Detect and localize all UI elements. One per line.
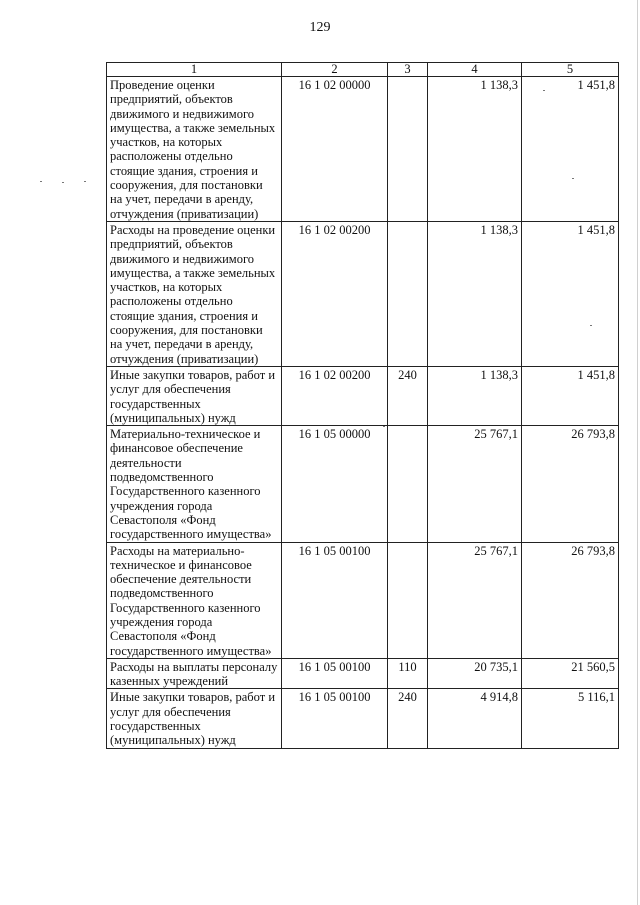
column-header-1: 1 <box>107 63 282 77</box>
target-code: 16 1 05 00100 <box>282 542 388 658</box>
target-code: 16 1 02 00200 <box>282 221 388 366</box>
amount-column-5: 21 560,5 <box>522 658 619 689</box>
scan-speck <box>383 426 385 427</box>
table-row <box>107 658 619 689</box>
expense-name: Материально-техническое и финансовое обеспечение деятельности подведомственного Государственного казенного учреждения города Севастополя «Фонд государственного имущества» <box>107 426 282 542</box>
expense-name: Проведение оценки предприятий, объектов движимого и недвижимого имущества, а также земельных участков, на которых расположены отдельно стоящие здания, строения и сооружения, для постановки на учет, передачи в аренду, отчуждения (приватизации) <box>107 77 282 222</box>
expense-type-code <box>388 426 428 542</box>
amount-column-5: 1 451,8 <box>522 221 619 366</box>
scan-speck <box>572 178 574 179</box>
column-header-5: 5 <box>522 63 619 77</box>
amount-column-4: 1 138,3 <box>428 366 522 425</box>
expense-type-code: 240 <box>388 689 428 748</box>
expense-name: Расходы на выплаты персоналу казенных учреждений <box>107 658 282 689</box>
target-code: 16 1 05 00100 <box>282 658 388 689</box>
scan-speck <box>590 325 592 326</box>
scan-speck <box>84 181 86 182</box>
expense-name: Расходы на проведение оценки предприятий, объектов движимого и недвижимого имущества, а также земельных участков, на которых расположены отдельно стоящие здания, строения и сооружения, для постановки на учет, передачи в аренду, отчуждения (приватизации) <box>107 221 282 366</box>
page-number: 129 <box>309 20 331 35</box>
amount-column-4: 1 138,3 <box>428 77 522 222</box>
amount-column-5: 5 116,1 <box>522 689 619 748</box>
amount-column-5: 26 793,8 <box>522 426 619 542</box>
expense-type-code <box>388 542 428 658</box>
table-row <box>107 77 619 222</box>
column-header-4: 4 <box>428 63 522 77</box>
table-header-row <box>107 63 619 77</box>
scan-speck <box>62 182 64 183</box>
expense-type-code: 110 <box>388 658 428 689</box>
column-header-2: 2 <box>282 63 388 77</box>
expense-name: Расходы на материально-техническое и финансовое обеспечение деятельности подведомственного Государственного казенного учреждения города Севастополя «Фонд государственного имущества» <box>107 542 282 658</box>
scan-speck <box>40 181 42 182</box>
table-row <box>107 426 619 542</box>
expense-type-code: 240 <box>388 366 428 425</box>
scan-edge-line <box>637 0 638 905</box>
amount-column-4: 25 767,1 <box>428 426 522 542</box>
amount-column-5: 26 793,8 <box>522 542 619 658</box>
table-row <box>107 366 619 425</box>
expense-type-code <box>388 221 428 366</box>
expense-name: Иные закупки товаров, работ и услуг для обеспечения государственных (муниципальных) нужд <box>107 366 282 425</box>
table-row <box>107 542 619 658</box>
table-row <box>107 689 619 748</box>
amount-column-4: 4 914,8 <box>428 689 522 748</box>
expense-name: Иные закупки товаров, работ и услуг для обеспечения государственных (муниципальных) нужд <box>107 689 282 748</box>
scan-speck <box>543 90 545 91</box>
table-row <box>107 221 619 366</box>
expense-type-code <box>388 77 428 222</box>
column-header-3: 3 <box>388 63 428 77</box>
budget-table <box>106 62 619 749</box>
amount-column-4: 20 735,1 <box>428 658 522 689</box>
amount-column-4: 1 138,3 <box>428 221 522 366</box>
amount-column-4: 25 767,1 <box>428 542 522 658</box>
target-code: 16 1 05 00100 <box>282 689 388 748</box>
target-code: 16 1 02 00000 <box>282 77 388 222</box>
amount-column-5: 1 451,8 <box>522 77 619 222</box>
target-code: 16 1 05 00000 <box>282 426 388 542</box>
amount-column-5: 1 451,8 <box>522 366 619 425</box>
target-code: 16 1 02 00200 <box>282 366 388 425</box>
